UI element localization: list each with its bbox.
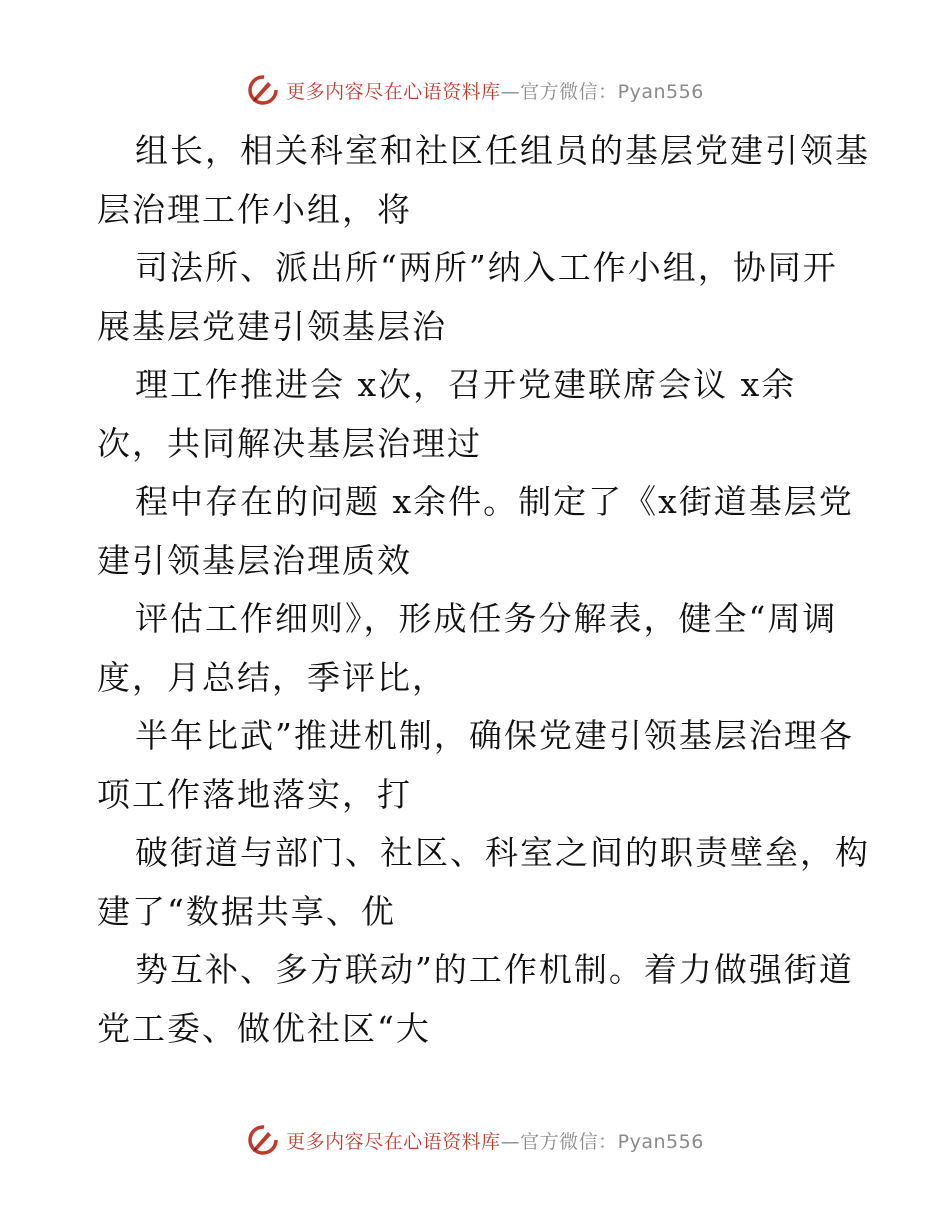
paragraph-8 (97, 941, 857, 1058)
paragraph-line: 半年比武”推进机制，确保党建引领基层治理各 (135, 716, 854, 755)
paragraph-1 (97, 122, 870, 239)
paragraph-line: 组长，相关科室和社区任组员的基层党建引领基 (135, 131, 870, 170)
paragraph-line: 评估工作细则》，形成任务分解表，健全“周调 (135, 599, 838, 638)
paragraph-7 (97, 824, 870, 941)
footer-banner (0, 1120, 950, 1160)
paragraph-line: 次，共同解决基层治理过 (97, 423, 482, 463)
paragraph-2 (97, 239, 857, 356)
paragraph-line: 度，月总结，季评比， (97, 657, 447, 697)
paragraph-line: 理工作推进会 x次，召开党建联席会议 x余 (135, 365, 797, 404)
paragraph-line: 党工委、做优社区“大 (97, 1008, 431, 1048)
paragraph-line: 层治理工作小组，将 (97, 189, 412, 229)
header-banner-red-text: 更多内容尽在心语资料库 (286, 80, 501, 103)
document-body (97, 122, 870, 1058)
header-banner-gray-text: —官方微信：Pyan556 (500, 80, 704, 103)
paragraph-line: 司法所、派出所“两所”纳入工作小组，协同开 (135, 248, 838, 287)
brush-logo-icon (246, 1123, 280, 1157)
footer-banner-red-text: 更多内容尽在心语资料库 (286, 1130, 501, 1153)
paragraph-line: 建引领基层治理质效 (97, 540, 412, 580)
paragraph-line: 项工作落地落实，打 (97, 774, 412, 814)
paragraph-3 (97, 356, 857, 473)
header-banner-text (286, 77, 704, 104)
paragraph-line: 建了“数据共享、优 (97, 891, 396, 931)
paragraph-6 (97, 707, 857, 824)
paragraph-4 (97, 473, 857, 590)
footer-banner-gray-text: —官方微信：Pyan556 (500, 1130, 704, 1153)
brush-logo-icon (246, 73, 280, 107)
paragraph-line: 展基层党建引领基层治 (97, 306, 447, 346)
header-banner (0, 70, 950, 110)
footer-banner-text (286, 1127, 704, 1154)
paragraph-line: 程中存在的问题 x余件。制定了《x街道基层党 (135, 482, 854, 521)
paragraph-5 (97, 590, 857, 707)
paragraph-line: 势互补、多方联动”的工作机制。着力做强街道 (135, 950, 854, 989)
paragraph-line: 破街道与部门、社区、科室之间的职责壁垒，构 (135, 833, 870, 872)
